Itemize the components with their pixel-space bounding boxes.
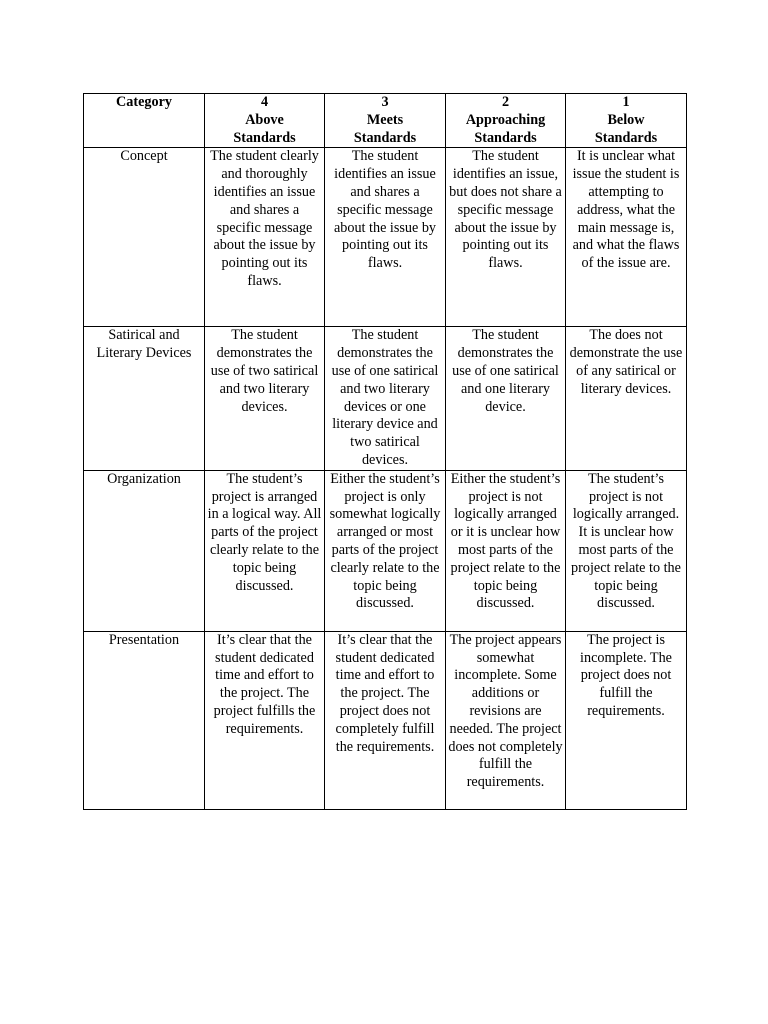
level-name-line2: Standards — [474, 129, 537, 146]
table-row — [84, 327, 687, 470]
rubric-cell: The student clearly and thoroughly identifies an issue and shares a specific message about the issue by pointing out its flaws. — [205, 148, 325, 327]
rubric-cell: The student demonstrates the use of two satirical and two literary devices. — [205, 327, 325, 470]
row-category: Satirical and Literary Devices — [84, 327, 205, 470]
level-score: 1 — [622, 94, 630, 110]
rubric-cell: The project is incomplete. The project does not fulfill the requirements. — [566, 631, 687, 809]
level-score: 3 — [381, 94, 389, 110]
rubric-cell: The student demonstrates the use of one satirical and one literary device. — [446, 327, 566, 470]
level-name-line2: Standards — [594, 129, 658, 146]
level-name-line2: Standards — [353, 129, 417, 146]
row-category: Presentation — [84, 631, 205, 809]
level-name-line2: Standards — [233, 129, 296, 146]
rubric-cell: It’s clear that the student dedicated time and effort to the project. The project fulfills the requirements. — [205, 631, 325, 809]
header-row — [84, 94, 687, 148]
level-name-line1: Approaching — [465, 111, 546, 128]
row-category: Organization — [84, 470, 205, 631]
row-category: Concept — [84, 148, 205, 327]
level-score: 2 — [501, 94, 510, 110]
level-name-line1: Above — [245, 111, 284, 128]
rubric-cell: The student demonstrates the use of one satirical and two literary devices or one literary device and two satirical devices. — [325, 327, 446, 470]
rubric-cell: The does not demonstrate the use of any satirical or literary devices. — [566, 327, 687, 470]
rubric-cell: The project appears somewhat incomplete. Some additions or revisions are needed. The project does not completely fulfill the requirements. — [446, 631, 566, 809]
header-level-2 — [446, 94, 566, 148]
rubric-cell: It’s clear that the student dedicated time and effort to the project. The project does not completely fulfill the requirements. — [325, 631, 446, 809]
rubric-cell: Either the student’s project is not logically arranged or it is unclear how most parts of the project relate to the topic being discussed. — [446, 470, 566, 631]
rubric-cell: The student identifies an issue and shares a specific message about the issue by pointing out its flaws. — [325, 148, 446, 327]
table-row — [84, 148, 687, 327]
header-level-4 — [205, 94, 325, 148]
rubric-cell: The student’s project is arranged in a logical way. All parts of the project clearly relate to the topic being discussed. — [205, 470, 325, 631]
rubric-table — [83, 93, 687, 810]
level-name-line1: Below — [607, 111, 645, 128]
level-score: 4 — [260, 94, 269, 110]
rubric-cell: It is unclear what issue the student is attempting to address, what the main message is, and what the flaws of the issue are. — [566, 148, 687, 327]
rubric-cell: The student identifies an issue, but does not share a specific message about the issue by pointing out its flaws. — [446, 148, 566, 327]
header-level-3 — [325, 94, 446, 148]
rubric-cell: The student’s project is not logically arranged. It is unclear how most parts of the project relate to the topic being discussed. — [566, 470, 687, 631]
level-name-line1: Meets — [366, 111, 404, 128]
table-row — [84, 470, 687, 631]
table-row — [84, 631, 687, 809]
header-category: Category — [84, 94, 205, 148]
rubric-cell: Either the student’s project is only somewhat logically arranged or most parts of the project clearly relate to the topic being discussed. — [325, 470, 446, 631]
header-level-1 — [566, 94, 687, 148]
